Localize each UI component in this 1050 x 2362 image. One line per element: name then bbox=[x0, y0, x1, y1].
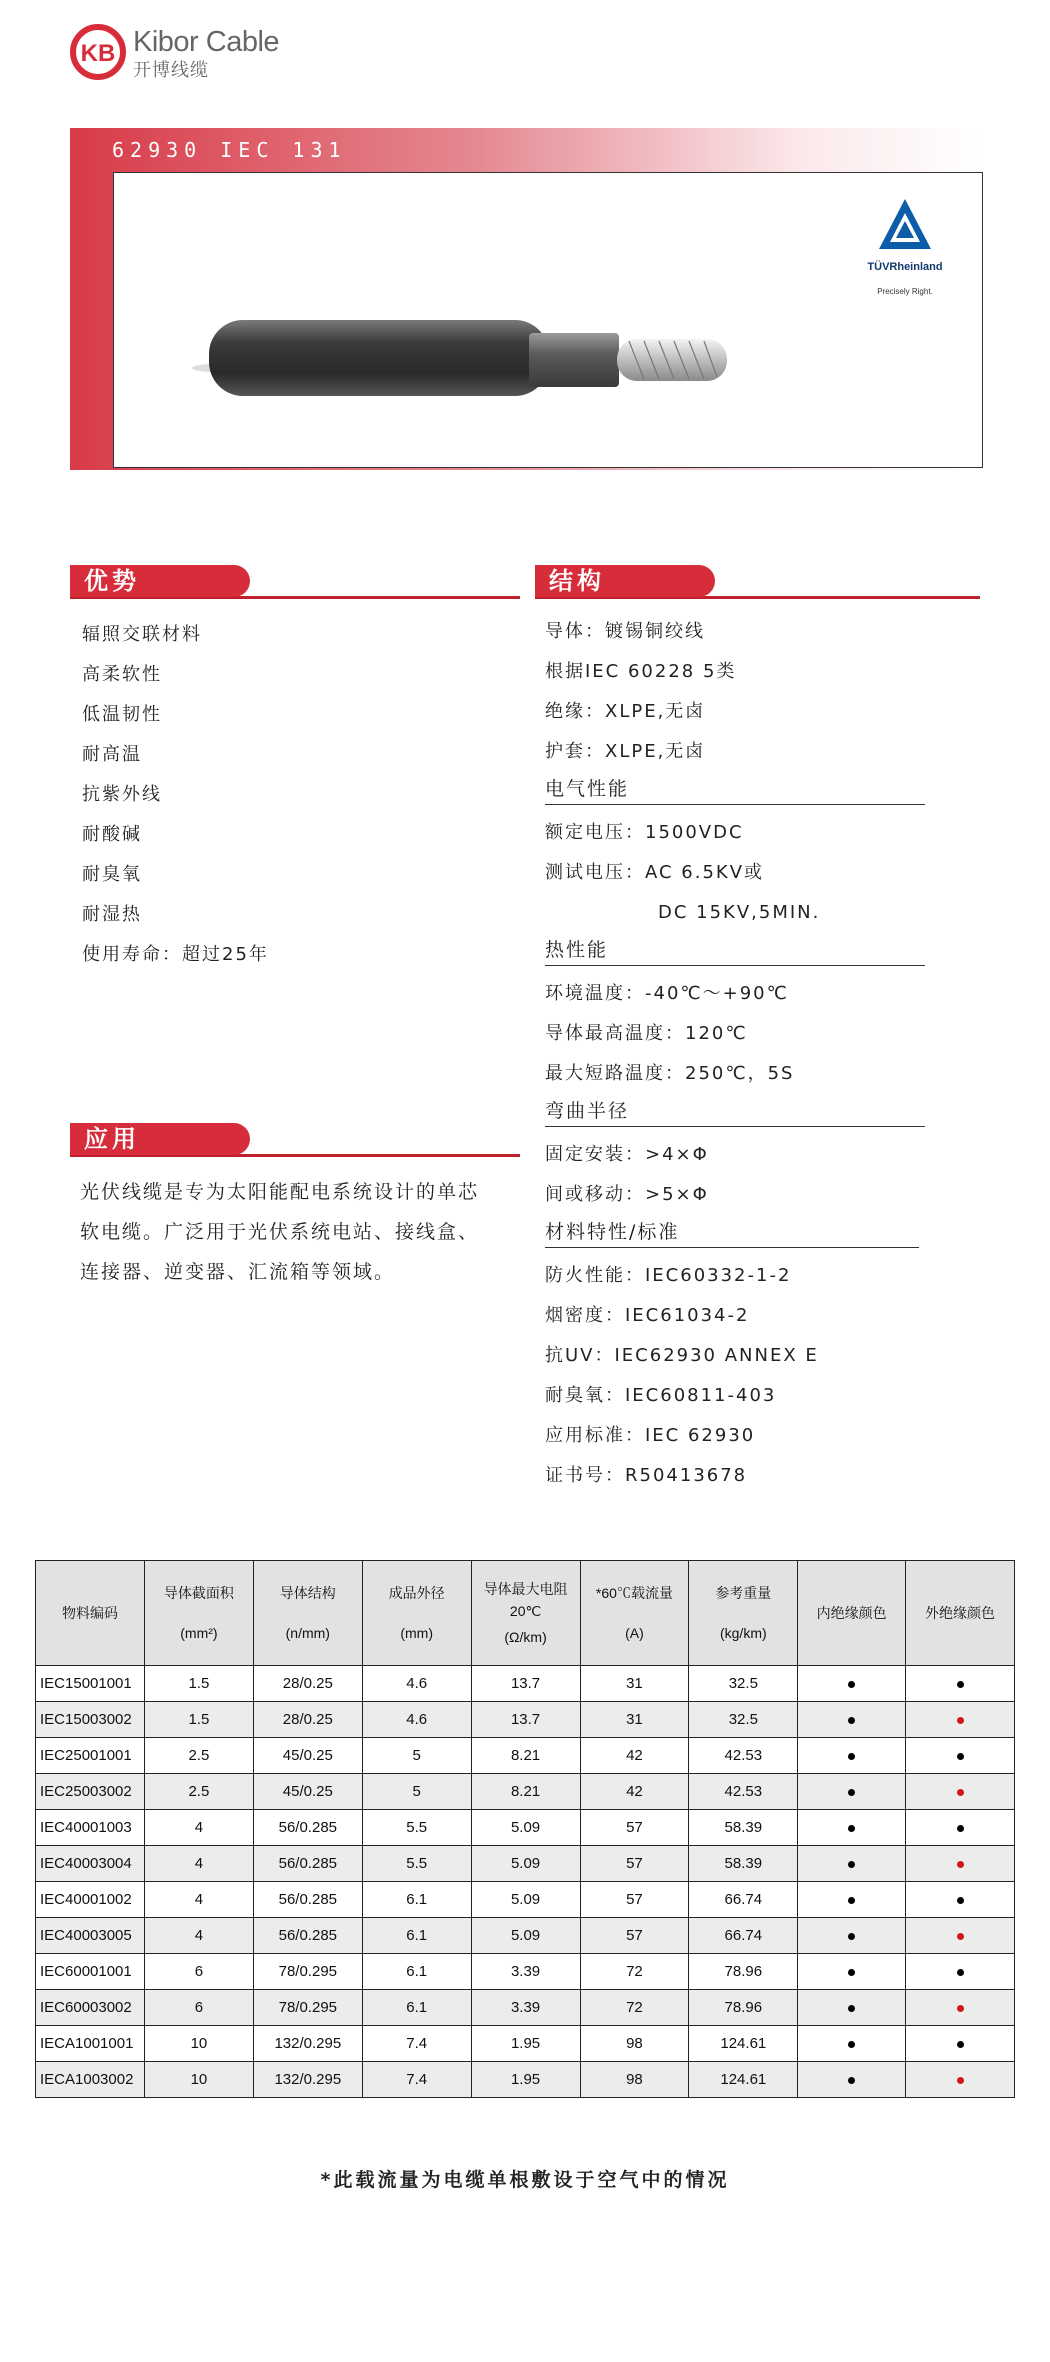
table-row bbox=[36, 2026, 1015, 2062]
cell-current: 57 bbox=[580, 1918, 689, 1954]
outer-color-dot bbox=[957, 1825, 964, 1832]
application-line: 连接器、逆变器、汇流箱等领域。 bbox=[80, 1261, 396, 1283]
list-item: 间或移动：>5×Φ bbox=[545, 1184, 709, 1205]
cell-resistance: 13.7 bbox=[471, 1702, 580, 1738]
cell-current: 42 bbox=[580, 1774, 689, 1810]
application-text bbox=[80, 1172, 520, 1292]
list-item: 环境温度：-40℃～+90℃ bbox=[545, 983, 789, 1004]
inner-color-dot bbox=[848, 2041, 855, 2048]
cell-outer-color bbox=[906, 1918, 1015, 1954]
spec-table bbox=[35, 1560, 1015, 2098]
cell-structure: 132/0.295 bbox=[253, 2026, 362, 2062]
table-row bbox=[36, 1810, 1015, 1846]
cell-structure: 56/0.285 bbox=[253, 1918, 362, 1954]
inner-color-dot bbox=[848, 1897, 855, 1904]
cell-area: 4 bbox=[144, 1882, 253, 1918]
cell-structure: 28/0.25 bbox=[253, 1702, 362, 1738]
cell-area: 4 bbox=[144, 1810, 253, 1846]
svg-text:KB: KB bbox=[80, 40, 116, 67]
cell-inner-color bbox=[798, 1990, 906, 2026]
list-item: 测试电压：AC 6.5KV或 bbox=[545, 862, 765, 883]
cell-current: 98 bbox=[580, 2026, 689, 2062]
cell-od: 6.1 bbox=[362, 1918, 471, 1954]
product-title: 62930 IEC 131 bbox=[112, 138, 347, 162]
structure-title: 结构 bbox=[535, 565, 715, 597]
cable-icon bbox=[114, 173, 982, 467]
header-inner-color: 内绝缘颜色 bbox=[798, 1561, 906, 1666]
cell-area: 4 bbox=[144, 1918, 253, 1954]
outer-color-dot bbox=[957, 1861, 964, 1868]
cell-od: 4.6 bbox=[362, 1666, 471, 1702]
outer-color-dot bbox=[957, 2005, 964, 2012]
header-structure: 导体结构 (n/mm) bbox=[253, 1561, 362, 1666]
application-header bbox=[70, 1123, 520, 1155]
cell-inner-color bbox=[798, 1954, 906, 1990]
cell-inner-color bbox=[798, 1846, 906, 1882]
list-item: 固定安装：>4×Φ bbox=[545, 1144, 709, 1165]
cell-structure: 78/0.295 bbox=[253, 1990, 362, 2026]
application-line: 光伏线缆是专为太阳能配电系统设计的单芯 bbox=[80, 1181, 480, 1203]
footnote: *此载流量为电缆单根敷设于空气中的情况 bbox=[320, 2169, 730, 2191]
list-item: 耐湿热 bbox=[82, 904, 142, 925]
application-title: 应用 bbox=[70, 1123, 250, 1155]
table-row bbox=[36, 1846, 1015, 1882]
cell-resistance: 5.09 bbox=[471, 1882, 580, 1918]
list-item: 耐高温 bbox=[82, 744, 142, 765]
cell-inner-color bbox=[798, 1918, 906, 1954]
list-item: 耐酸碱 bbox=[82, 824, 142, 845]
cell-od: 6.1 bbox=[362, 1954, 471, 1990]
cell-inner-color bbox=[798, 1810, 906, 1846]
outer-color-dot bbox=[957, 2077, 964, 2084]
cell-code: IEC40001003 bbox=[36, 1810, 145, 1846]
header-weight: 参考重量 (kg/km) bbox=[689, 1561, 798, 1666]
cell-weight: 66.74 bbox=[689, 1882, 798, 1918]
list-item: 护套：XLPE,无卤 bbox=[545, 741, 706, 762]
cell-weight: 58.39 bbox=[689, 1846, 798, 1882]
cell-area: 6 bbox=[144, 1990, 253, 2026]
cell-weight: 124.61 bbox=[689, 2026, 798, 2062]
cell-od: 5.5 bbox=[362, 1846, 471, 1882]
structure-list bbox=[545, 612, 925, 1496]
cell-od: 5.5 bbox=[362, 1810, 471, 1846]
cell-outer-color bbox=[906, 1882, 1015, 1918]
outer-color-dot bbox=[957, 1717, 964, 1724]
cell-inner-color bbox=[798, 1882, 906, 1918]
brand-logo-icon bbox=[70, 24, 126, 80]
cell-weight: 42.53 bbox=[689, 1738, 798, 1774]
cell-outer-color bbox=[906, 2026, 1015, 2062]
table-row bbox=[36, 1774, 1015, 1810]
table-row bbox=[36, 1882, 1015, 1918]
outer-color-dot bbox=[957, 2041, 964, 2048]
cell-outer-color bbox=[906, 1738, 1015, 1774]
cell-code: IECA1001001 bbox=[36, 2026, 145, 2062]
cell-code: IEC40003005 bbox=[36, 1918, 145, 1954]
cell-code: IEC60003002 bbox=[36, 1990, 145, 2026]
cell-current: 72 bbox=[580, 1990, 689, 2026]
cell-current: 42 bbox=[580, 1738, 689, 1774]
cell-structure: 56/0.285 bbox=[253, 1810, 362, 1846]
cell-current: 72 bbox=[580, 1954, 689, 1990]
list-item: 防火性能：IEC60332-1-2 bbox=[545, 1265, 792, 1286]
list-item: 高柔软性 bbox=[82, 664, 162, 685]
table-row bbox=[36, 1702, 1015, 1738]
list-item: 绝缘：XLPE,无卤 bbox=[545, 701, 706, 722]
electrical-subheader: 电气性能 bbox=[545, 774, 925, 805]
inner-color-dot bbox=[848, 1861, 855, 1868]
product-photo bbox=[113, 172, 983, 468]
cell-weight: 66.74 bbox=[689, 1918, 798, 1954]
cell-current: 57 bbox=[580, 1846, 689, 1882]
table-row bbox=[36, 1954, 1015, 1990]
cell-inner-color bbox=[798, 1702, 906, 1738]
cell-structure: 78/0.295 bbox=[253, 1954, 362, 1990]
cell-weight: 58.39 bbox=[689, 1810, 798, 1846]
cell-weight: 78.96 bbox=[689, 1990, 798, 2026]
outer-color-dot bbox=[957, 1969, 964, 1976]
list-item: 耐臭氧 bbox=[82, 864, 142, 885]
advantages-header bbox=[70, 565, 520, 597]
cell-weight: 124.61 bbox=[689, 2062, 798, 2098]
cell-code: IEC60001001 bbox=[36, 1954, 145, 1990]
inner-color-dot bbox=[848, 1681, 855, 1688]
cell-weight: 78.96 bbox=[689, 1954, 798, 1990]
cell-structure: 45/0.25 bbox=[253, 1738, 362, 1774]
cell-area: 10 bbox=[144, 2062, 253, 2098]
cell-resistance: 1.95 bbox=[471, 2062, 580, 2098]
cell-outer-color bbox=[906, 1954, 1015, 1990]
cell-outer-color bbox=[906, 1810, 1015, 1846]
list-item: 应用标准：IEC 62930 bbox=[545, 1425, 756, 1446]
header-outer-color: 外绝缘颜色 bbox=[906, 1561, 1015, 1666]
cell-weight: 42.53 bbox=[689, 1774, 798, 1810]
cell-current: 31 bbox=[580, 1702, 689, 1738]
list-item: 导体：镀锡铜绞线 bbox=[545, 621, 705, 642]
outer-color-dot bbox=[957, 1681, 964, 1688]
structure-header bbox=[535, 565, 980, 597]
cell-current: 57 bbox=[580, 1882, 689, 1918]
tuv-triangle-icon bbox=[875, 195, 935, 255]
cell-code: IEC15003002 bbox=[36, 1702, 145, 1738]
advantages-list bbox=[82, 615, 502, 975]
cell-outer-color bbox=[906, 2062, 1015, 2098]
cell-inner-color bbox=[798, 1738, 906, 1774]
cell-area: 1.5 bbox=[144, 1666, 253, 1702]
cell-area: 1.5 bbox=[144, 1702, 253, 1738]
cell-outer-color bbox=[906, 1774, 1015, 1810]
cell-inner-color bbox=[798, 1666, 906, 1702]
table-row bbox=[36, 1738, 1015, 1774]
list-item: 额定电压：1500VDC bbox=[545, 822, 744, 843]
table-row bbox=[36, 1666, 1015, 1702]
cell-inner-color bbox=[798, 2062, 906, 2098]
cell-od: 7.4 bbox=[362, 2026, 471, 2062]
cell-code: IEC40001002 bbox=[36, 1882, 145, 1918]
cell-weight: 32.5 bbox=[689, 1702, 798, 1738]
outer-color-dot bbox=[957, 1897, 964, 1904]
inner-color-dot bbox=[848, 2077, 855, 2084]
certification-name: TÜVRheinland bbox=[867, 261, 943, 273]
list-item: DC 15KV,5MIN. bbox=[658, 902, 821, 923]
cell-current: 57 bbox=[580, 1810, 689, 1846]
header-od: 成品外径 (mm) bbox=[362, 1561, 471, 1666]
cell-od: 5 bbox=[362, 1738, 471, 1774]
header-current: *60℃载流量 (A) bbox=[580, 1561, 689, 1666]
inner-color-dot bbox=[848, 1933, 855, 1940]
inner-color-dot bbox=[848, 1969, 855, 1976]
certification-tagline: Precisely Right. bbox=[877, 287, 933, 296]
cell-inner-color bbox=[798, 2026, 906, 2062]
cell-current: 31 bbox=[580, 1666, 689, 1702]
cell-resistance: 3.39 bbox=[471, 1954, 580, 1990]
cell-structure: 56/0.285 bbox=[253, 1882, 362, 1918]
cell-area: 10 bbox=[144, 2026, 253, 2062]
list-item: 耐臭氧：IEC60811-403 bbox=[545, 1385, 777, 1406]
cell-code: IEC25001001 bbox=[36, 1738, 145, 1774]
cell-od: 6.1 bbox=[362, 1882, 471, 1918]
list-item: 抗UV：IEC62930 ANNEX E bbox=[545, 1345, 819, 1366]
cell-resistance: 8.21 bbox=[471, 1774, 580, 1810]
list-item: 辐照交联材料 bbox=[82, 624, 202, 645]
cell-od: 4.6 bbox=[362, 1702, 471, 1738]
cell-od: 7.4 bbox=[362, 2062, 471, 2098]
header-resistance: 导体最大电阻 20℃ (Ω/km) bbox=[471, 1561, 580, 1666]
cell-resistance: 5.09 bbox=[471, 1918, 580, 1954]
cell-structure: 45/0.25 bbox=[253, 1774, 362, 1810]
cell-od: 5 bbox=[362, 1774, 471, 1810]
application-line: 软电缆。广泛用于光伏系统电站、接线盒、 bbox=[80, 1221, 480, 1243]
cell-structure: 56/0.285 bbox=[253, 1846, 362, 1882]
cell-od: 6.1 bbox=[362, 1990, 471, 2026]
outer-color-dot bbox=[957, 1789, 964, 1796]
list-item: 烟密度：IEC61034-2 bbox=[545, 1305, 750, 1326]
certification-badge bbox=[855, 195, 955, 307]
cell-weight: 32.5 bbox=[689, 1666, 798, 1702]
brand-name: Kibor Cable bbox=[133, 26, 280, 58]
table-row bbox=[36, 1918, 1015, 1954]
cell-code: IECA1003002 bbox=[36, 2062, 145, 2098]
table-row bbox=[36, 1990, 1015, 2026]
cell-current: 98 bbox=[580, 2062, 689, 2098]
cell-structure: 132/0.295 bbox=[253, 2062, 362, 2098]
inner-color-dot bbox=[848, 1717, 855, 1724]
cell-resistance: 1.95 bbox=[471, 2026, 580, 2062]
cell-resistance: 5.09 bbox=[471, 1846, 580, 1882]
thermal-subheader: 热性能 bbox=[545, 935, 925, 966]
list-item: 导体最高温度：120℃ bbox=[545, 1023, 748, 1044]
cell-code: IEC25003002 bbox=[36, 1774, 145, 1810]
cell-outer-color bbox=[906, 1702, 1015, 1738]
outer-color-dot bbox=[957, 1933, 964, 1940]
inner-color-dot bbox=[848, 1789, 855, 1796]
bending-subheader: 弯曲半径 bbox=[545, 1096, 925, 1127]
cell-resistance: 3.39 bbox=[471, 1990, 580, 2026]
cell-outer-color bbox=[906, 1666, 1015, 1702]
cell-resistance: 8.21 bbox=[471, 1738, 580, 1774]
inner-color-dot bbox=[848, 1753, 855, 1760]
list-item: 根据IEC 60228 5类 bbox=[545, 661, 737, 682]
list-item: 最大短路温度：250℃，5S bbox=[545, 1063, 795, 1084]
cell-code: IEC40003004 bbox=[36, 1846, 145, 1882]
cell-area: 4 bbox=[144, 1846, 253, 1882]
cell-structure: 28/0.25 bbox=[253, 1666, 362, 1702]
cell-outer-color bbox=[906, 1846, 1015, 1882]
table-row bbox=[36, 2062, 1015, 2098]
cell-code: IEC15001001 bbox=[36, 1666, 145, 1702]
list-item: 抗紫外线 bbox=[82, 784, 162, 805]
cell-area: 2.5 bbox=[144, 1774, 253, 1810]
table-header-row bbox=[36, 1561, 1015, 1666]
cell-resistance: 5.09 bbox=[471, 1810, 580, 1846]
header-code: 物料编码 bbox=[36, 1561, 145, 1666]
cell-area: 2.5 bbox=[144, 1738, 253, 1774]
outer-color-dot bbox=[957, 1753, 964, 1760]
inner-color-dot bbox=[848, 1825, 855, 1832]
cell-area: 6 bbox=[144, 1954, 253, 1990]
material-subheader: 材料特性/标准 bbox=[545, 1217, 919, 1248]
cell-resistance: 13.7 bbox=[471, 1666, 580, 1702]
cell-outer-color bbox=[906, 1990, 1015, 2026]
list-item: 证书号：R50413678 bbox=[545, 1465, 748, 1486]
cell-inner-color bbox=[798, 1774, 906, 1810]
advantages-title: 优势 bbox=[70, 565, 250, 597]
list-item: 低温韧性 bbox=[82, 704, 162, 725]
brand-name-cn: 开博线缆 bbox=[133, 60, 209, 81]
list-item: 使用寿命：超过25年 bbox=[82, 944, 269, 965]
header-area: 导体截面积 (mm²) bbox=[144, 1561, 253, 1666]
inner-color-dot bbox=[848, 2005, 855, 2012]
